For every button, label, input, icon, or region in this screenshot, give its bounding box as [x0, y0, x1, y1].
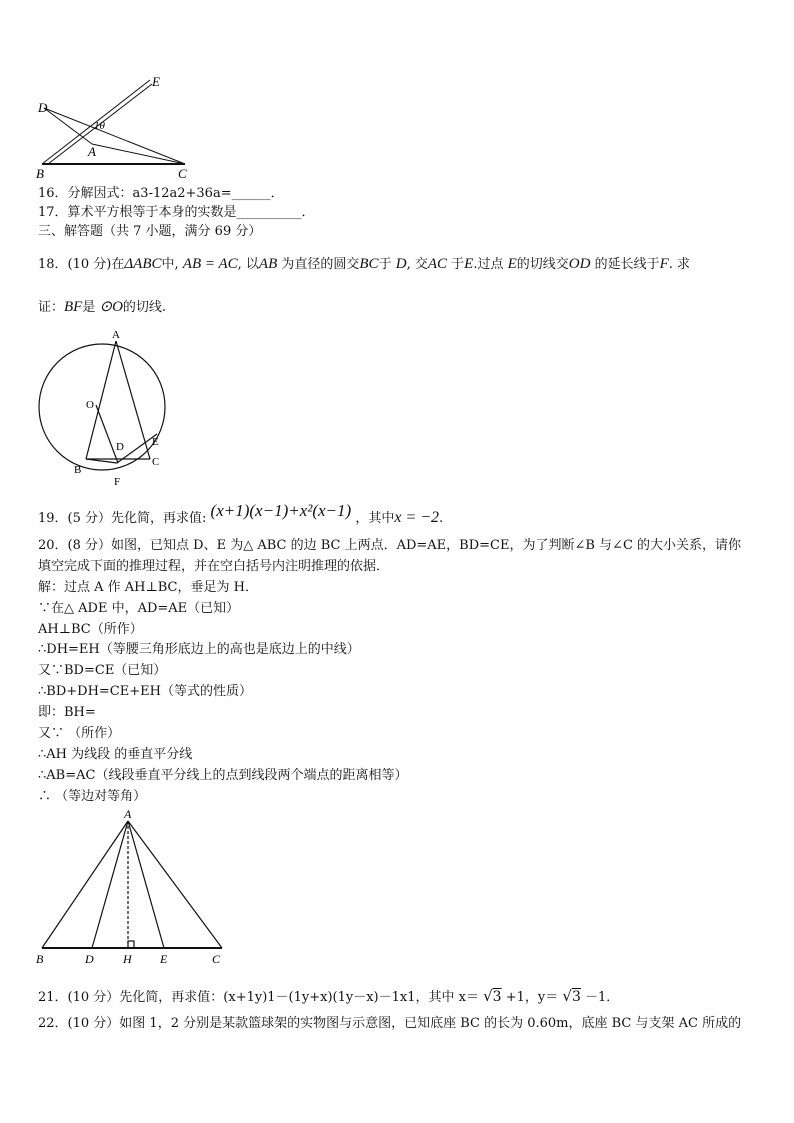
label-b: B — [36, 952, 44, 966]
question-18-line1: 18．(10 分)在ΔABC中, AB = AC, 以AB 为直径的圆交BC于 D, 交AC 于E.过点 E的切线交OD 的延长线于F. 求 — [38, 256, 691, 272]
question-20-line6: ∴DH=EH（等腰三角形底边上的高也是底边上的中线） — [38, 642, 360, 657]
label-a: A — [88, 144, 96, 159]
question-20-line13: ∴ （等边对等角） — [38, 789, 147, 804]
figure-circle — [30, 325, 175, 490]
label-e: E — [152, 74, 160, 89]
label-a: A — [124, 807, 132, 821]
label-d: D — [116, 441, 124, 453]
question-19: 19．(5 分）先化简，再求值: (x+1)(x−1)+x²(x−1) ，其中x = −2. — [38, 501, 444, 526]
figure-triangle — [30, 805, 230, 970]
section-heading: 三、解答题（共 7 小题，满分 69 分） — [38, 224, 262, 239]
question-20-line2: 填空完成下面的推理过程，并在空白括号内注明推理的依据． — [38, 559, 390, 574]
label-a: A — [112, 329, 120, 341]
question-20-line5: AH⊥BC（所作） — [38, 622, 143, 637]
label-c: C — [212, 952, 221, 966]
question-21: 21．(10 分）先化简，再求值：(x+1y)1－(1y+x)(1y－x)－1x1，其中 x＝ √3 +1，y＝ √3 －1． — [38, 987, 620, 1005]
label-c: C — [152, 456, 160, 468]
label-c: C — [178, 166, 187, 181]
label-b: B — [74, 464, 82, 476]
figure-angle — [30, 72, 205, 182]
label-f: F — [114, 476, 121, 488]
question-20-line12: ∴AB=AC（线段垂直平分线上的点到线段两个端点的距离相等） — [38, 768, 408, 783]
question-20-line11: ∴AH 为线段 的垂直平分线 — [38, 747, 193, 762]
question-18-line2: 证：BF是 ⊙O的切线. — [38, 299, 167, 315]
label-d: D — [85, 952, 94, 966]
question-20-line1: 20．(8 分）如图，已知点 D、E 为△ ABC 的边 BC 上两点．AD=AE，BD=CE，为了判断∠B 与∠C 的大小关系，请你 — [38, 538, 742, 553]
label-e: E — [152, 436, 159, 448]
label-theta: 1θ — [94, 120, 105, 132]
label-b: B — [36, 166, 44, 181]
question-20-line3: 解：过点 A 作 AH⊥BC，垂足为 H． — [38, 580, 258, 595]
question-20-line7: 又∵BD=CE（已知） — [38, 663, 167, 678]
question-17: 17．算术平方根等于本身的实数是__________． — [38, 205, 315, 220]
label-d: D — [38, 100, 48, 115]
question-20-line4: ∵在△ ADE 中，AD=AE（已知） — [38, 601, 240, 616]
question-22: 22．(10 分）如图 1，2 分别是某款篮球架的实物图与示意图，已知底座 BC 的长为 0.60m，底座 BC 与支架 AC 所成的 — [38, 1016, 742, 1031]
question-20-line10: 又∵ （所作） — [38, 726, 121, 741]
question-20-line8: ∴BD+DH=CE+EH（等式的性质） — [38, 684, 252, 699]
question-20-line9: 即：BH= — [38, 705, 96, 720]
label-h: H — [123, 952, 132, 966]
label-o: O — [86, 399, 94, 411]
label-e: E — [160, 952, 168, 966]
question-16: 16．分解因式：a3-12a2+36a=______． — [38, 186, 284, 201]
